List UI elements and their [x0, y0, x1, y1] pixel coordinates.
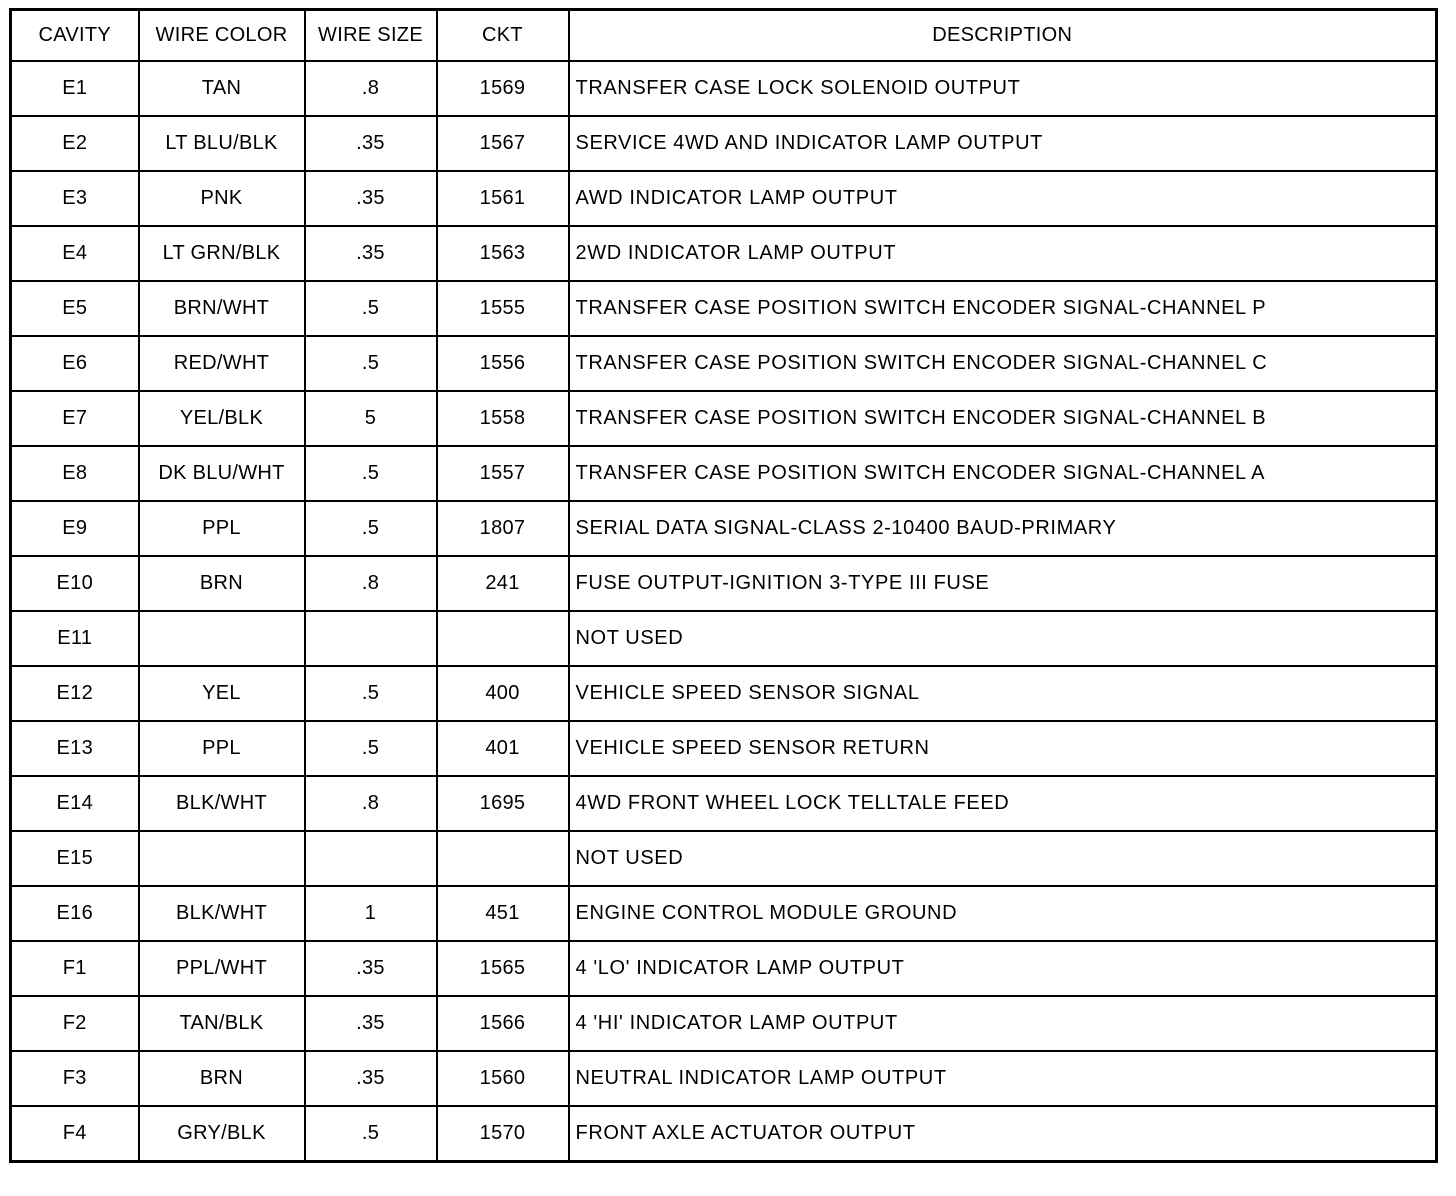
wire-color-cell — [139, 831, 305, 886]
description-cell: TRANSFER CASE POSITION SWITCH ENCODER SIGNAL-CHANNEL A — [569, 446, 1437, 501]
table-row — [11, 886, 1437, 941]
table-row — [11, 556, 1437, 611]
wire-color-cell: BLK/WHT — [139, 776, 305, 831]
table-row — [11, 226, 1437, 281]
cavity-cell: E2 — [11, 116, 139, 171]
wire-color-cell: YEL — [139, 666, 305, 721]
wire-size-cell: 5 — [305, 391, 437, 446]
wire-size-cell: .5 — [305, 281, 437, 336]
description-cell: 4 'HI' INDICATOR LAMP OUTPUT — [569, 996, 1437, 1051]
table-row — [11, 831, 1437, 886]
ckt-cell: 1807 — [437, 501, 569, 556]
cavity-cell: E3 — [11, 171, 139, 226]
cavity-cell: E10 — [11, 556, 139, 611]
wire-size-cell: 1 — [305, 886, 437, 941]
wire-color-cell: PPL — [139, 721, 305, 776]
description-cell: FRONT AXLE ACTUATOR OUTPUT — [569, 1106, 1437, 1162]
wire-size-cell: .35 — [305, 941, 437, 996]
wire-size-cell: .35 — [305, 171, 437, 226]
cavity-cell: E12 — [11, 666, 139, 721]
table-row — [11, 1106, 1437, 1162]
cavity-cell: F4 — [11, 1106, 139, 1162]
ckt-cell: 1557 — [437, 446, 569, 501]
table-row — [11, 446, 1437, 501]
ckt-cell: 400 — [437, 666, 569, 721]
wire-color-cell — [139, 611, 305, 666]
ckt-cell: 451 — [437, 886, 569, 941]
cavity-cell: E9 — [11, 501, 139, 556]
wire-color-cell: GRY/BLK — [139, 1106, 305, 1162]
ckt-cell: 1561 — [437, 171, 569, 226]
wire-color-cell: PPL — [139, 501, 305, 556]
table-row — [11, 666, 1437, 721]
description-cell: FUSE OUTPUT-IGNITION 3-TYPE III FUSE — [569, 556, 1437, 611]
description-cell: TRANSFER CASE POSITION SWITCH ENCODER SIGNAL-CHANNEL P — [569, 281, 1437, 336]
wire-size-cell: .5 — [305, 666, 437, 721]
description-cell: VEHICLE SPEED SENSOR RETURN — [569, 721, 1437, 776]
ckt-cell: 1555 — [437, 281, 569, 336]
wire-color-cell: TAN — [139, 61, 305, 116]
table-row — [11, 281, 1437, 336]
description-cell: SERVICE 4WD AND INDICATOR LAMP OUTPUT — [569, 116, 1437, 171]
wire-size-cell: .35 — [305, 996, 437, 1051]
ckt-cell: 1569 — [437, 61, 569, 116]
wire-size-cell: .35 — [305, 116, 437, 171]
ckt-cell: 1556 — [437, 336, 569, 391]
ckt-cell — [437, 611, 569, 666]
header-wire-size: WIRE SIZE — [305, 10, 437, 62]
wire-size-cell — [305, 831, 437, 886]
cavity-cell: E6 — [11, 336, 139, 391]
wire-size-cell: .5 — [305, 1106, 437, 1162]
header-ckt: CKT — [437, 10, 569, 62]
cavity-cell: E14 — [11, 776, 139, 831]
wire-size-cell: .8 — [305, 556, 437, 611]
ckt-cell — [437, 831, 569, 886]
ckt-cell: 1563 — [437, 226, 569, 281]
cavity-cell: E7 — [11, 391, 139, 446]
description-cell: 4WD FRONT WHEEL LOCK TELLTALE FEED — [569, 776, 1437, 831]
table-row — [11, 336, 1437, 391]
table-row — [11, 1051, 1437, 1106]
description-cell: TRANSFER CASE LOCK SOLENOID OUTPUT — [569, 61, 1437, 116]
cavity-cell: E16 — [11, 886, 139, 941]
cavity-cell: F3 — [11, 1051, 139, 1106]
wire-size-cell: .5 — [305, 336, 437, 391]
wire-color-cell: PNK — [139, 171, 305, 226]
ckt-cell: 1560 — [437, 1051, 569, 1106]
table-row — [11, 721, 1437, 776]
ckt-cell: 1565 — [437, 941, 569, 996]
header-description: DESCRIPTION — [569, 10, 1437, 62]
ckt-cell: 1695 — [437, 776, 569, 831]
cavity-cell: E1 — [11, 61, 139, 116]
cavity-cell: E4 — [11, 226, 139, 281]
ckt-cell: 401 — [437, 721, 569, 776]
wire-color-cell: BRN — [139, 556, 305, 611]
cavity-cell: F1 — [11, 941, 139, 996]
description-cell: ENGINE CONTROL MODULE GROUND — [569, 886, 1437, 941]
wire-color-cell: LT BLU/BLK — [139, 116, 305, 171]
table-row — [11, 116, 1437, 171]
table-row — [11, 776, 1437, 831]
header-cavity: CAVITY — [11, 10, 139, 62]
description-cell: AWD INDICATOR LAMP OUTPUT — [569, 171, 1437, 226]
table-row — [11, 611, 1437, 666]
wire-size-cell: .8 — [305, 776, 437, 831]
header-row — [11, 10, 1437, 62]
ckt-cell: 1567 — [437, 116, 569, 171]
wire-color-cell: DK BLU/WHT — [139, 446, 305, 501]
wire-size-cell: .8 — [305, 61, 437, 116]
description-cell: VEHICLE SPEED SENSOR SIGNAL — [569, 666, 1437, 721]
description-cell: TRANSFER CASE POSITION SWITCH ENCODER SIGNAL-CHANNEL C — [569, 336, 1437, 391]
wire-size-cell: .35 — [305, 226, 437, 281]
description-cell: TRANSFER CASE POSITION SWITCH ENCODER SIGNAL-CHANNEL B — [569, 391, 1437, 446]
description-cell: NOT USED — [569, 831, 1437, 886]
description-cell: 4 'LO' INDICATOR LAMP OUTPUT — [569, 941, 1437, 996]
ckt-cell: 241 — [437, 556, 569, 611]
wire-size-cell — [305, 611, 437, 666]
wire-size-cell: .5 — [305, 721, 437, 776]
table-row — [11, 391, 1437, 446]
table-row — [11, 171, 1437, 226]
cavity-cell: E5 — [11, 281, 139, 336]
wire-color-cell: LT GRN/BLK — [139, 226, 305, 281]
wire-color-cell: BRN/WHT — [139, 281, 305, 336]
cavity-cell: E8 — [11, 446, 139, 501]
wire-size-cell: .5 — [305, 501, 437, 556]
ckt-cell: 1566 — [437, 996, 569, 1051]
wire-color-cell: BLK/WHT — [139, 886, 305, 941]
table-row — [11, 61, 1437, 116]
table-row — [11, 501, 1437, 556]
wire-color-cell: BRN — [139, 1051, 305, 1106]
table-row — [11, 941, 1437, 996]
description-cell: SERIAL DATA SIGNAL-CLASS 2-10400 BAUD-PRIMARY — [569, 501, 1437, 556]
header-wire-color: WIRE COLOR — [139, 10, 305, 62]
table-row — [11, 996, 1437, 1051]
wire-color-cell: TAN/BLK — [139, 996, 305, 1051]
connector-pinout-table — [9, 8, 1438, 1163]
wire-color-cell: RED/WHT — [139, 336, 305, 391]
wire-size-cell: .5 — [305, 446, 437, 501]
wire-size-cell: .35 — [305, 1051, 437, 1106]
wire-color-cell: YEL/BLK — [139, 391, 305, 446]
cavity-cell: E15 — [11, 831, 139, 886]
cavity-cell: E11 — [11, 611, 139, 666]
table-body — [11, 61, 1437, 1162]
ckt-cell: 1570 — [437, 1106, 569, 1162]
wire-color-cell: PPL/WHT — [139, 941, 305, 996]
cavity-cell: E13 — [11, 721, 139, 776]
ckt-cell: 1558 — [437, 391, 569, 446]
cavity-cell: F2 — [11, 996, 139, 1051]
description-cell: 2WD INDICATOR LAMP OUTPUT — [569, 226, 1437, 281]
description-cell: NEUTRAL INDICATOR LAMP OUTPUT — [569, 1051, 1437, 1106]
description-cell: NOT USED — [569, 611, 1437, 666]
